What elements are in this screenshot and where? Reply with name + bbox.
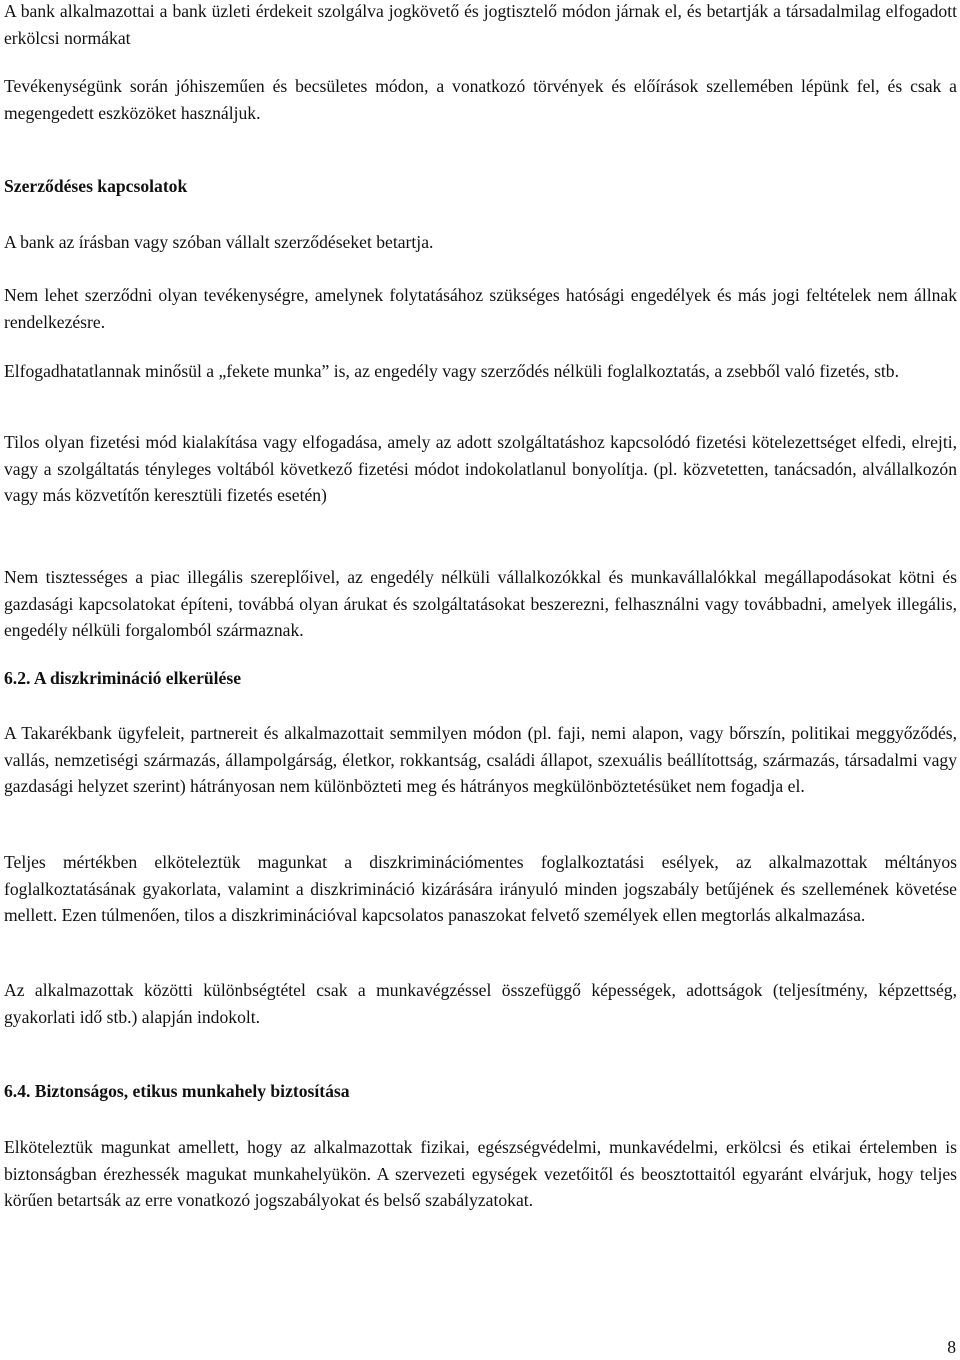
paragraph-conduct: Tevékenységünk során jóhiszeműen és becsületes módon, a vonatkozó törvények és előírások szellemében lépünk fel, és csak a megengedett eszközöket használjuk. bbox=[4, 76, 957, 123]
heading-safe-workplace: 6.4. Biztonságos, etikus munkahely biztosítása bbox=[4, 1081, 350, 1101]
paragraph-equal-opportunity: Teljes mértékben elköteleztük magunkat a diszkriminációmentes foglalkoztatási esélyek, az alkalmazottak méltányos foglalkoztatásának gyakorlata, valamint a diszkrimináció kizárására irányuló minden jogszabály betűjének és szellemének követése mellett. Ezen túlmenően, tilos a diszkriminációval kapcsolatos panaszokat felvető személyek ellen megtorlás alkalmazása. bbox=[4, 852, 957, 926]
paragraph-differentiation: Az alkalmazottak közötti különbségtétel csak a munkavégzéssel összefüggő képességek, adottságok (teljesítmény, képzettség, gyakorlati idő stb.) alapján indokolt. bbox=[4, 980, 957, 1027]
paragraph-illegal-market: Nem tisztességes a piac illegális szereplőivel, az engedély nélküli vállalkozókkal és munkavállalókkal megállapodásokat kötni és gazdasági kapcsolatokat építeni, továbbá olyan árukat és szolgáltatásokat beszerezni, felhasználni vagy továbbadni, amelyek illegális, engedély nélküli forgalomból származnak. bbox=[4, 567, 957, 641]
paragraph-contracts-kept: A bank az írásban vagy szóban vállalt szerződéseket betartja. bbox=[4, 232, 434, 252]
paragraph-intro: A bank alkalmazottai a bank üzleti érdekeit szolgálva jogkövető és jogtisztelő módon járnak el, és betartják a társadalmilag elfogadott erkölcsi normákat bbox=[4, 1, 957, 48]
heading-discrimination: 6.2. A diszkrimináció elkerülése bbox=[4, 668, 242, 688]
paragraph-safe-workplace: Elköteleztük magunkat amellett, hogy az alkalmazottak fizikai, egészségvédelmi, munkavédelmi, erkölcsi és etikai értelemben is biztonságban érezhessék magukat munkahelyükön. A szervezeti egységek vezetőitől és beosztottaitól egyaránt elvárjuk, hogy teljes körűen betartsák az erre vonatkozó jogszabályokat és belső szabályzatokat. bbox=[4, 1137, 957, 1211]
page-number: 8 bbox=[947, 1337, 956, 1357]
heading-contractual-relations: Szerződéses kapcsolatok bbox=[4, 176, 188, 196]
paragraph-non-discrimination: A Takarékbank ügyfeleit, partnereit és alkalmazottait semmilyen módon (pl. faji, nemi alapon, vagy bőrszín, politikai meggyőződés, vallás, nemzetiségi származás, állampolgárság, életkor, rokkantság, családi állapot, szexuális beállítottság, származás, társadalmi vagy gazdasági helyzet szerint) hátrányosan nem különbözteti meg és hátrányos megkülönböztetésüket nem fogadja el. bbox=[4, 723, 957, 797]
paragraph-payment-methods: Tilos olyan fizetési mód kialakítása vagy elfogadása, amely az adott szolgáltatáshoz kapcsolódó fizetési kötelezettséget elfedi, elrejti, vagy a szolgáltatás tényleges voltából következő fizetési módot indokolatlanul bonyolítja. (pl. közvetetten, tanácsadón, alvállalkozón vagy más közvetítőn keresztüli fizetés esetén) bbox=[4, 432, 957, 506]
paragraph-licensing: Nem lehet szerződni olyan tevékenységre, amelynek folytatásához szükséges hatósági engedélyek és más jogi feltételek nem állnak rendelkezésre. bbox=[4, 285, 957, 332]
paragraph-black-work: Elfogadhatatlannak minősül a „fekete munka” is, az engedély vagy szerződés nélküli foglalkoztatás, a zsebből való fizetés, stb. bbox=[4, 361, 899, 381]
